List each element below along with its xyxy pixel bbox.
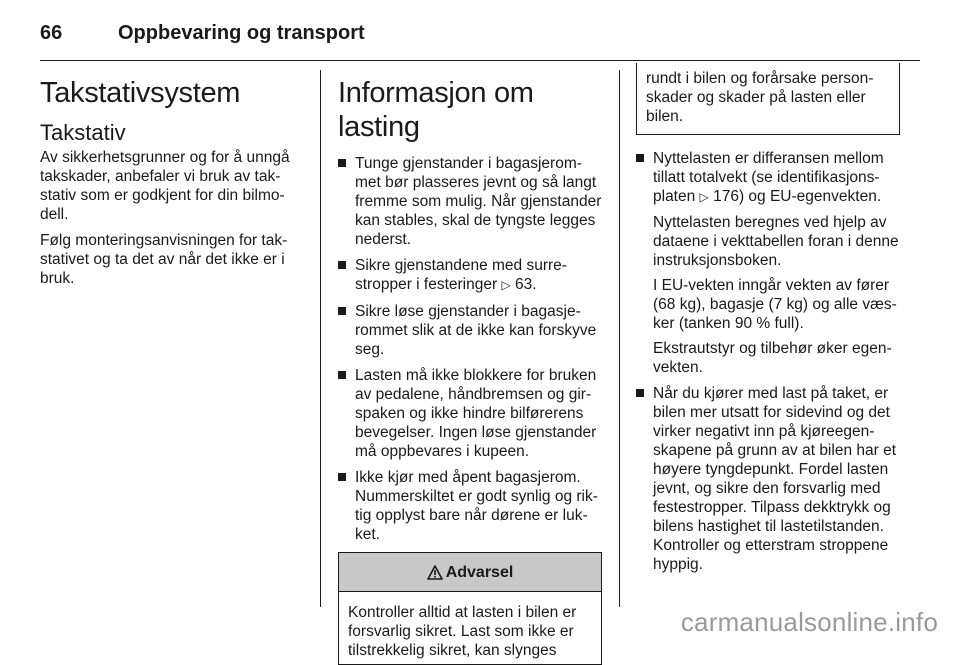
warning-text: Kontroller alltid at lasten i bilen er forsvarlig sikret. Last som ikke er tilstrekkelig sikret, kan slynges [348,604,577,659]
square-bullet-icon [338,261,346,269]
list-item: Lasten må ikke blokkere for bruken av pedalene, håndbremsen og girspaken og ikke hindre bilførerens bevegelser. Ingen løse gjenstander må oppbevares i kupeen. [338,366,602,461]
square-bullet-icon [338,473,346,481]
page-header [40,18,365,48]
bullet-list [636,149,900,574]
list-item: Sikre løse gjenstander i bagasjerommet slik at de ikke kan forskyve seg. [338,302,602,359]
column-right [636,70,900,581]
warning-header [339,553,601,592]
section-title-informasjon-om-lasting: Informasjon om lasting [338,77,534,143]
list-item: Når du kjører med last på taket, er bilen mer utsatt for sidevind og det virker negativt inn på kjøreegenskapene på grunn av at bilen har et høyere tyngdepunkt. Fordel lasten jevnt, og sikre den forsvarlig med festestropper. Tilpass dekktrykk og bilens hastighet til lastetilstanden. Kontroller og etterstram stroppene hyppig. [636,384,900,574]
paragraph: Nyttelasten er differansen mellom tillatt totalvekt (se identifikasjonsplaten ▷ 176) og EU-egenvekten. [653,150,884,205]
bullet-list [338,154,602,544]
chapter-title: Oppbevaring og transport [118,21,365,44]
column-divider [320,70,321,607]
list-item: Tunge gjenstander i bagasjerommet bør plasseres jevnt og så langt fremme som mulig. Når gjenstander kan stables, skal de tyngste legges nederst. [338,154,602,249]
warning-box [338,552,602,665]
paragraph: Nyttelasten beregnes ved hjelp av dataene i vekttabellen foran i denne instruksjonsboken. [653,214,899,269]
paragraph: Av sikkerhetsgrunner og for å unngå takskader, anbefaler vi bruk av takstativ som er godkjent for din bilmodell. [40,149,290,223]
list-item [636,149,900,377]
page-reference-link[interactable]: 176) og EU-egenvekten. [713,188,882,205]
paragraph: I EU-vekten inngår vekten av fører (68 kg), bagasje (7 kg) og alle væsker (tanken 90 % full). [653,277,897,332]
section-title-takstativsystem: Takstativsystem [40,77,241,109]
square-bullet-icon [636,154,644,162]
list-item: Sikre gjenstandene med surrestropper i festeringer ▷ 63. [338,256,602,295]
warning-box-continued: rundt i bilen og forårsake personskader og skader på lasten eller bilen. [636,63,900,135]
list-item: Ikke kjør med åpent bagasjerom. Nummerskiltet er godt synlig og riktig opplyst bare når dørene er lukket. [338,468,602,544]
square-bullet-icon [338,371,346,379]
column-left [40,70,304,295]
subsection-title-takstativ: Takstativ [40,120,126,145]
warning-title: Advarsel [445,563,514,581]
page-ref-arrow-icon: ▷ [501,278,511,292]
page-reference-link[interactable]: 63. [515,276,537,293]
square-bullet-icon [338,307,346,315]
warning-triangle-icon [427,565,443,580]
watermark: carmanualsonline.info [680,607,938,637]
header-rule [40,60,920,61]
column-middle [338,70,602,665]
page-ref-arrow-icon: ▷ [699,190,709,204]
square-bullet-icon [636,389,644,397]
column-divider [619,70,620,607]
paragraph: Ekstrautstyr og tilbehør øker egenvekten. [653,340,892,376]
page-number: 66 [40,21,63,44]
paragraph: Følg monteringsanvisningen for takstativet og ta det av når det ikke er i bruk. [40,232,288,287]
square-bullet-icon [338,159,346,167]
